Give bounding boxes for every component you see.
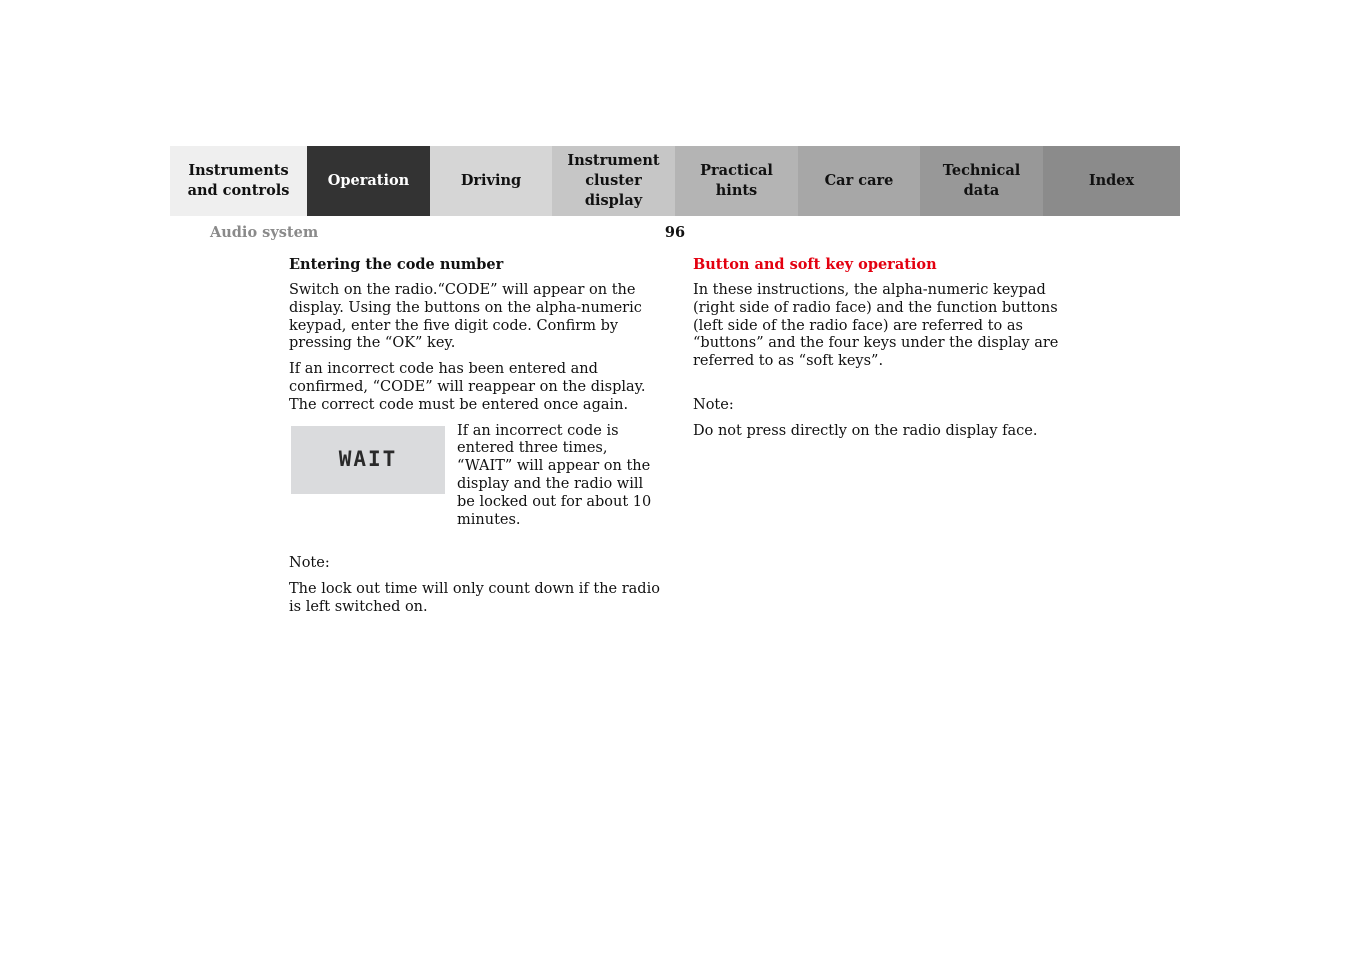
tab-label: Index: [1088, 172, 1135, 189]
tab-driving[interactable]: [430, 146, 552, 216]
button-operation-paragraph: In these instructions, the alpha-numeric keypad (right side of radio face) and the function buttons (left side of the radio face) are referred to as “buttons” and the four keys under the display are referred to as “soft keys”.: [693, 282, 1059, 370]
tab-label: Practical hints: [700, 162, 773, 199]
radio-display-illustration: [291, 426, 445, 494]
note-label: Note:: [289, 555, 330, 572]
tab-index[interactable]: [1043, 146, 1180, 216]
tab-practical-hints[interactable]: [675, 146, 798, 216]
tab-label: Driving: [460, 172, 522, 189]
left-column: [289, 256, 661, 625]
right-column: [693, 256, 1063, 449]
wait-display-block: [289, 423, 661, 530]
button-operation-heading: Button and soft key operation: [693, 256, 937, 273]
note-text: Do not press directly on the radio display face.: [693, 422, 1038, 439]
tab-label: Technical data: [942, 162, 1021, 199]
tab-technical-data[interactable]: [920, 146, 1043, 216]
tab-instruments-and-controls[interactable]: [170, 146, 307, 216]
code-entry-heading: Entering the code number: [289, 256, 504, 273]
spacer: [289, 537, 661, 555]
code-entry-paragraph: Switch on the radio.“CODE” will appear on the display. Using the buttons on the alpha-numeric keypad, enter the five digit code. Confirm by pressing the “OK” key.: [289, 282, 642, 352]
note-text: The lock out time will only count down if the radio is left switched on.: [289, 581, 660, 615]
tab-label: Operation: [327, 172, 410, 189]
section-title: Audio system: [210, 224, 319, 241]
tab-car-care[interactable]: [798, 146, 920, 216]
tab-instrument-cluster-display[interactable]: [552, 146, 675, 216]
tab-label: Car care: [824, 172, 894, 189]
incorrect-code-paragraph: If an incorrect code has been entered and confirmed, “CODE” will reappear on the display. The correct code must be entered once again.: [289, 361, 646, 413]
chapter-navigation: [170, 146, 1180, 216]
lockout-paragraph: If an incorrect code is entered three times, “WAIT” will appear on the display and the radio will be locked out for about 10 minutes.: [457, 422, 652, 528]
spacer: [693, 379, 1063, 397]
page-number: 96: [664, 224, 686, 241]
tab-operation[interactable]: [307, 146, 430, 216]
tab-label: Instrument cluster display: [567, 152, 660, 209]
note-label: Note:: [693, 396, 734, 413]
tab-label: Instruments and controls: [187, 162, 290, 199]
display-text: WAIT: [338, 446, 398, 471]
